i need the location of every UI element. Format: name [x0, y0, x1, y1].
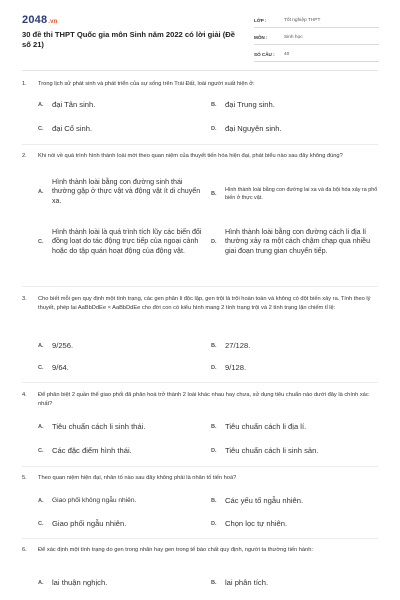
- option-a[interactable]: [38, 100, 203, 110]
- option-letter: B.: [211, 580, 217, 586]
- option-d[interactable]: [211, 519, 376, 529]
- option-a[interactable]: [38, 178, 206, 206]
- question-separator: [22, 382, 378, 383]
- option-letter: B.: [211, 191, 217, 197]
- option-letter: B.: [211, 343, 217, 349]
- question-text: Cho biết mỗi gen quy định một tính trạng, các gen phân li độc lập, gen trội là trội hoàn toàn và không có đột biến xảy ra. Tính theo lý thuyết, phép lai AaBbDdEe × AaBbDdEe cho đời con có kiểu hình mang 2 tính trạng trội và 2 tính trạng lặn chiếm tỉ lệ:: [38, 296, 371, 311]
- question-text: Để phân biệt 2 quần thể giao phối đã phân hoá trở thành 2 loài khác nhau hay chưa, sử dụng tiêu chuẩn nào dưới đây là chính xác nhất?: [38, 392, 369, 407]
- page-header: [0, 0, 400, 64]
- option-d[interactable]: [211, 363, 376, 373]
- question-stem: [22, 391, 380, 409]
- option-a[interactable]: [38, 341, 203, 351]
- option-text: Giao phối không ngẫu nhiên.: [52, 497, 137, 504]
- option-letter: C.: [38, 521, 44, 527]
- question-number: 2.: [22, 153, 27, 159]
- question-separator: [22, 466, 378, 467]
- info-label: LỚP :: [254, 18, 267, 23]
- question-text: Khi nói về quá trình hình thành loài mới theo quan niệm của thuyết tiến hóa hiện đại, phát biểu nào sau đây không đúng?: [38, 153, 343, 159]
- option-d[interactable]: [211, 228, 381, 256]
- option-text: 27/128.: [225, 341, 251, 350]
- info-value: Sinh học: [284, 35, 303, 40]
- question-separator: [22, 286, 378, 287]
- option-letter: C.: [38, 126, 44, 132]
- option-text: Tiêu chuẩn cách li sinh sản.: [225, 446, 319, 455]
- option-letter: A.: [38, 498, 44, 504]
- question-4: [22, 391, 380, 409]
- option-text: đại Tân sinh.: [52, 100, 96, 109]
- option-letter: D.: [211, 126, 217, 132]
- option-a[interactable]: [38, 422, 203, 432]
- option-d[interactable]: [211, 124, 376, 134]
- option-c[interactable]: [38, 519, 203, 529]
- question-stem: [22, 474, 380, 483]
- question-text: Trong lịch sử phát sinh và phát triển của sự sống trên Trái Đất, loài người xuất hiện ở:: [38, 81, 255, 87]
- question-stem: [22, 152, 380, 161]
- option-text: Hình thành loài bằng con đường cách li địa lí thường xảy ra một cách chậm chạp qua nhiều giai đoạn trung gian chuyển tiếp.: [225, 228, 371, 255]
- question-text: Để xác định một tính trạng do gen trong nhân hay gen trong tế bào chất quy định, người ta thường tiến hành:: [38, 547, 313, 553]
- info-row-count: [254, 48, 379, 62]
- option-c[interactable]: [38, 228, 206, 256]
- info-label: SỐ CÂU :: [254, 52, 275, 57]
- option-text: Hình thành loài bằng con đường sinh thái thường gặp ở thực vật và động vật ít di chuyển xa.: [52, 178, 201, 205]
- option-letter: D.: [211, 239, 217, 246]
- option-b[interactable]: [211, 100, 376, 110]
- option-letter: A.: [38, 424, 44, 430]
- question-3: [22, 295, 380, 313]
- question-number: 3.: [22, 296, 27, 302]
- option-c[interactable]: [38, 124, 203, 134]
- option-letter: C.: [38, 365, 44, 371]
- option-c[interactable]: [38, 446, 203, 456]
- option-letter: A.: [38, 189, 44, 196]
- option-letter: B.: [211, 102, 217, 108]
- option-letter: B.: [211, 424, 217, 430]
- option-letter: D.: [211, 448, 217, 454]
- option-text: lai thuận nghịch.: [52, 578, 108, 587]
- question-stem: [22, 80, 380, 89]
- option-text: lai phân tích.: [225, 578, 269, 587]
- site-logo[interactable]: [22, 14, 58, 26]
- option-text: Hình thành loài là quá trình tích lũy các biến đổi đồng loạt do tác động trực tiếp của ngoại cảnh hoặc do tập quán hoạt động của động vật.: [52, 228, 202, 255]
- option-text: Tiêu chuẩn cách li địa lí.: [225, 422, 307, 431]
- header-divider: [22, 70, 378, 71]
- option-text: đại Nguyên sinh.: [225, 124, 282, 133]
- option-letter: D.: [211, 365, 217, 371]
- option-text: Chọn lọc tự nhiên.: [225, 519, 288, 528]
- option-letter: A.: [38, 102, 44, 108]
- option-b[interactable]: [211, 186, 381, 202]
- option-letter: C.: [38, 448, 44, 454]
- question-5: [22, 474, 380, 483]
- info-value: Tốt nghiệp THPT: [284, 18, 321, 23]
- option-letter: D.: [211, 521, 217, 527]
- question-text: Theo quan niệm hiện đại, nhân tố nào sau đây không phải là nhân tố tiến hoá?: [38, 475, 237, 481]
- option-text: Tiêu chuẩn cách li sinh thái.: [52, 422, 146, 431]
- info-label: MÔN :: [254, 35, 268, 40]
- option-text: Hình thành loài bằng con đường lai xa và đa bội hóa xảy ra phổ biến ở thực vật.: [225, 187, 378, 201]
- info-value: 40: [284, 52, 290, 57]
- question-stem: [22, 295, 380, 313]
- option-b[interactable]: [211, 341, 376, 351]
- option-c[interactable]: [38, 363, 203, 373]
- option-b[interactable]: [211, 496, 376, 506]
- option-b[interactable]: [211, 422, 376, 432]
- logo-text: 2048: [22, 14, 48, 26]
- option-letter: B.: [211, 498, 217, 504]
- option-text: 9/128.: [225, 363, 247, 372]
- option-a[interactable]: [38, 496, 203, 506]
- option-text: Các yếu tố ngẫu nhiên.: [225, 496, 304, 505]
- option-b[interactable]: [211, 578, 376, 588]
- option-text: 9/256.: [52, 341, 74, 350]
- option-letter: C.: [38, 239, 44, 246]
- question-number: 6.: [22, 547, 27, 553]
- option-text: 9/64.: [52, 363, 69, 372]
- option-letter: A.: [38, 343, 44, 349]
- exam-info-panel: [254, 14, 379, 65]
- option-letter: A.: [38, 580, 44, 586]
- info-row-class: [254, 14, 379, 28]
- question-1: [22, 80, 380, 89]
- document-title: 30 đề thi THPT Quốc gia môn Sinh năm 2022 có lời giải (Đề số 21): [22, 30, 236, 49]
- option-text: đại Cổ sinh.: [52, 124, 93, 133]
- info-row-subject: [254, 31, 379, 45]
- question-separator: [22, 538, 378, 539]
- option-text: đại Trung sinh.: [225, 100, 275, 109]
- question-separator: [22, 144, 378, 145]
- logo-suffix: .vn: [48, 19, 58, 25]
- option-text: Các đặc điểm hình thái.: [52, 446, 132, 455]
- option-d[interactable]: [211, 446, 376, 456]
- question-number: 4.: [22, 392, 27, 398]
- option-a[interactable]: [38, 578, 203, 588]
- question-number: 1.: [22, 81, 27, 87]
- option-text: Giao phối ngẫu nhiên.: [52, 519, 127, 528]
- question-stem: [22, 546, 380, 555]
- question-number: 5.: [22, 475, 27, 481]
- question-6: [22, 546, 380, 555]
- question-2: [22, 152, 380, 161]
